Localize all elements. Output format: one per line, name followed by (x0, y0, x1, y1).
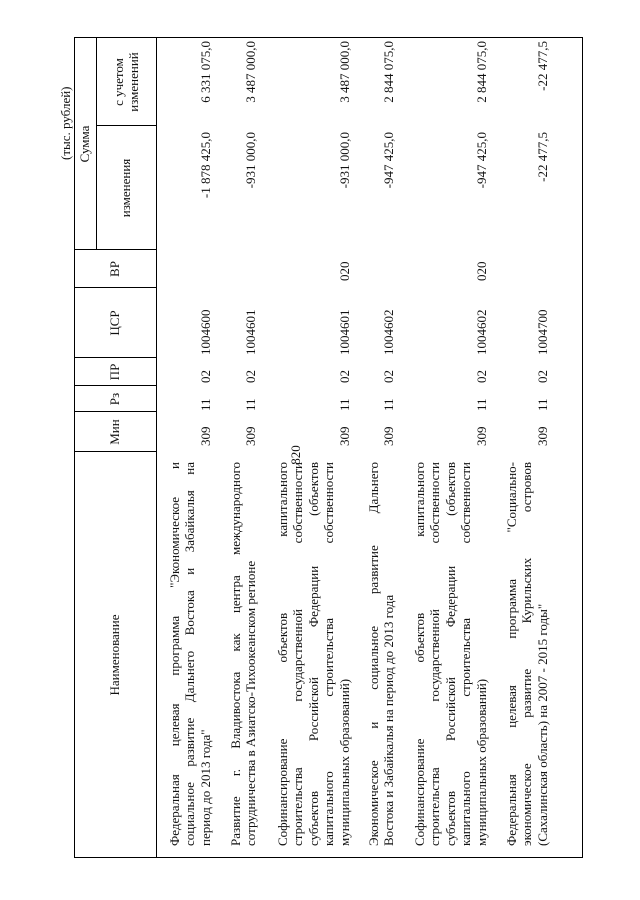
row-min: 309 (243, 426, 259, 446)
row-min: 309 (381, 426, 397, 446)
row-change: -1 878 425,0 (197, 132, 213, 199)
row-total: 6 331 075,0 (197, 41, 213, 103)
row-name-line: Экономическое и социальное развитие Дальнего (366, 462, 381, 846)
header-vr: ВР (107, 261, 123, 277)
row-name-line: Софинансирование объектов капитального (412, 462, 427, 846)
row-vr: 020 (336, 261, 352, 281)
row-pr: 02 (534, 370, 550, 383)
row-change: -931 000,0 (336, 132, 352, 189)
row-rz: 11 (197, 398, 213, 411)
row-pr: 02 (473, 370, 489, 383)
row-csr: 1004601 (336, 309, 352, 355)
row-name (275, 462, 352, 846)
row-name (412, 462, 489, 846)
row-pr: 02 (336, 370, 352, 383)
row-name (366, 462, 397, 846)
row-total: 3 487 000,0 (336, 41, 352, 103)
row-change: -22 477,5 (534, 132, 550, 182)
row-name-line: муниципальных образований) (473, 678, 489, 846)
row-total: -22 477,5 (534, 41, 550, 91)
row-name-line: (Сахалинская область) на 2007 - 2015 годы" (534, 603, 550, 846)
header-with-changes: с учетом изменений (110, 52, 141, 112)
row-name-line: Федеральная целевая программа "Экономическое и (167, 462, 182, 846)
table-border-bottom (582, 37, 583, 858)
row-change: -931 000,0 (243, 132, 259, 189)
row-pr: 02 (243, 370, 259, 383)
row-total: 3 487 000,0 (243, 41, 259, 103)
budget-table (74, 38, 582, 858)
row-rz: 11 (243, 398, 259, 411)
row-name (504, 462, 550, 846)
header-change: изменения (118, 158, 134, 218)
header-pr: ПР (107, 363, 123, 381)
row-csr: 1004602 (473, 309, 489, 355)
row-name-line: экономическое развитие Курильских островов (519, 462, 535, 846)
header-csr: ЦСР (107, 310, 123, 336)
row-rz: 11 (381, 398, 397, 411)
header-sum: Сумма (77, 125, 93, 163)
row-name (167, 462, 213, 846)
row-name-line: строительства государственной собственности (427, 462, 443, 846)
row-csr: 1004600 (197, 309, 213, 355)
row-name-line: Развитие г. Владивостока как центра международного (228, 462, 243, 846)
row-csr: 1004700 (534, 309, 550, 355)
row-name-line: социальное развитие Дальнего Востока и Забайкалья на (182, 462, 198, 846)
row-name (228, 462, 259, 846)
row-min: 309 (534, 426, 550, 446)
row-csr: 1004601 (243, 309, 259, 355)
row-total: 2 844 075,0 (473, 41, 489, 103)
row-name-line: строительства государственной собственности (290, 462, 306, 846)
header-divider (156, 38, 157, 858)
row-min: 309 (336, 426, 352, 446)
units-label: (тыс. рублей) (58, 86, 73, 160)
row-min: 309 (473, 426, 489, 446)
row-change: -947 425,0 (473, 132, 489, 189)
row-name-line: период до 2013 года" (197, 729, 213, 846)
header-rz: Рз (107, 392, 123, 406)
row-rz: 11 (534, 398, 550, 411)
row-name-line: Востока и Забайкалья на период до 2013 года (381, 594, 397, 846)
row-name-line: капитального строительства собственности (458, 462, 474, 846)
row-vr: 020 (473, 261, 489, 281)
row-name-line: Софинансирование объектов капитального (275, 462, 290, 846)
row-name-line: Федеральная целевая программа "Социально- (504, 462, 519, 846)
row-name-line: капитального строительства собственности (321, 462, 337, 846)
row-pr: 02 (381, 370, 397, 383)
page-number: 820 (288, 445, 303, 465)
row-change: -947 425,0 (381, 132, 397, 189)
row-name-line: муниципальных образований) (336, 678, 352, 846)
header-min: Мин (107, 419, 123, 445)
row-name-line: субъектов Российской Федерации (объектов (305, 462, 321, 846)
row-min: 309 (197, 426, 213, 446)
row-pr: 02 (197, 370, 213, 383)
row-csr: 1004602 (381, 309, 397, 355)
header-name: Наименование (107, 614, 123, 696)
row-total: 2 844 075,0 (381, 41, 397, 103)
row-rz: 11 (473, 398, 489, 411)
row-name-line: сотрудничества в Азиатско-Тихоокеанском регионе (243, 560, 259, 846)
row-rz: 11 (336, 398, 352, 411)
row-name-line: субъектов Российской Федерации (объектов (442, 462, 458, 846)
